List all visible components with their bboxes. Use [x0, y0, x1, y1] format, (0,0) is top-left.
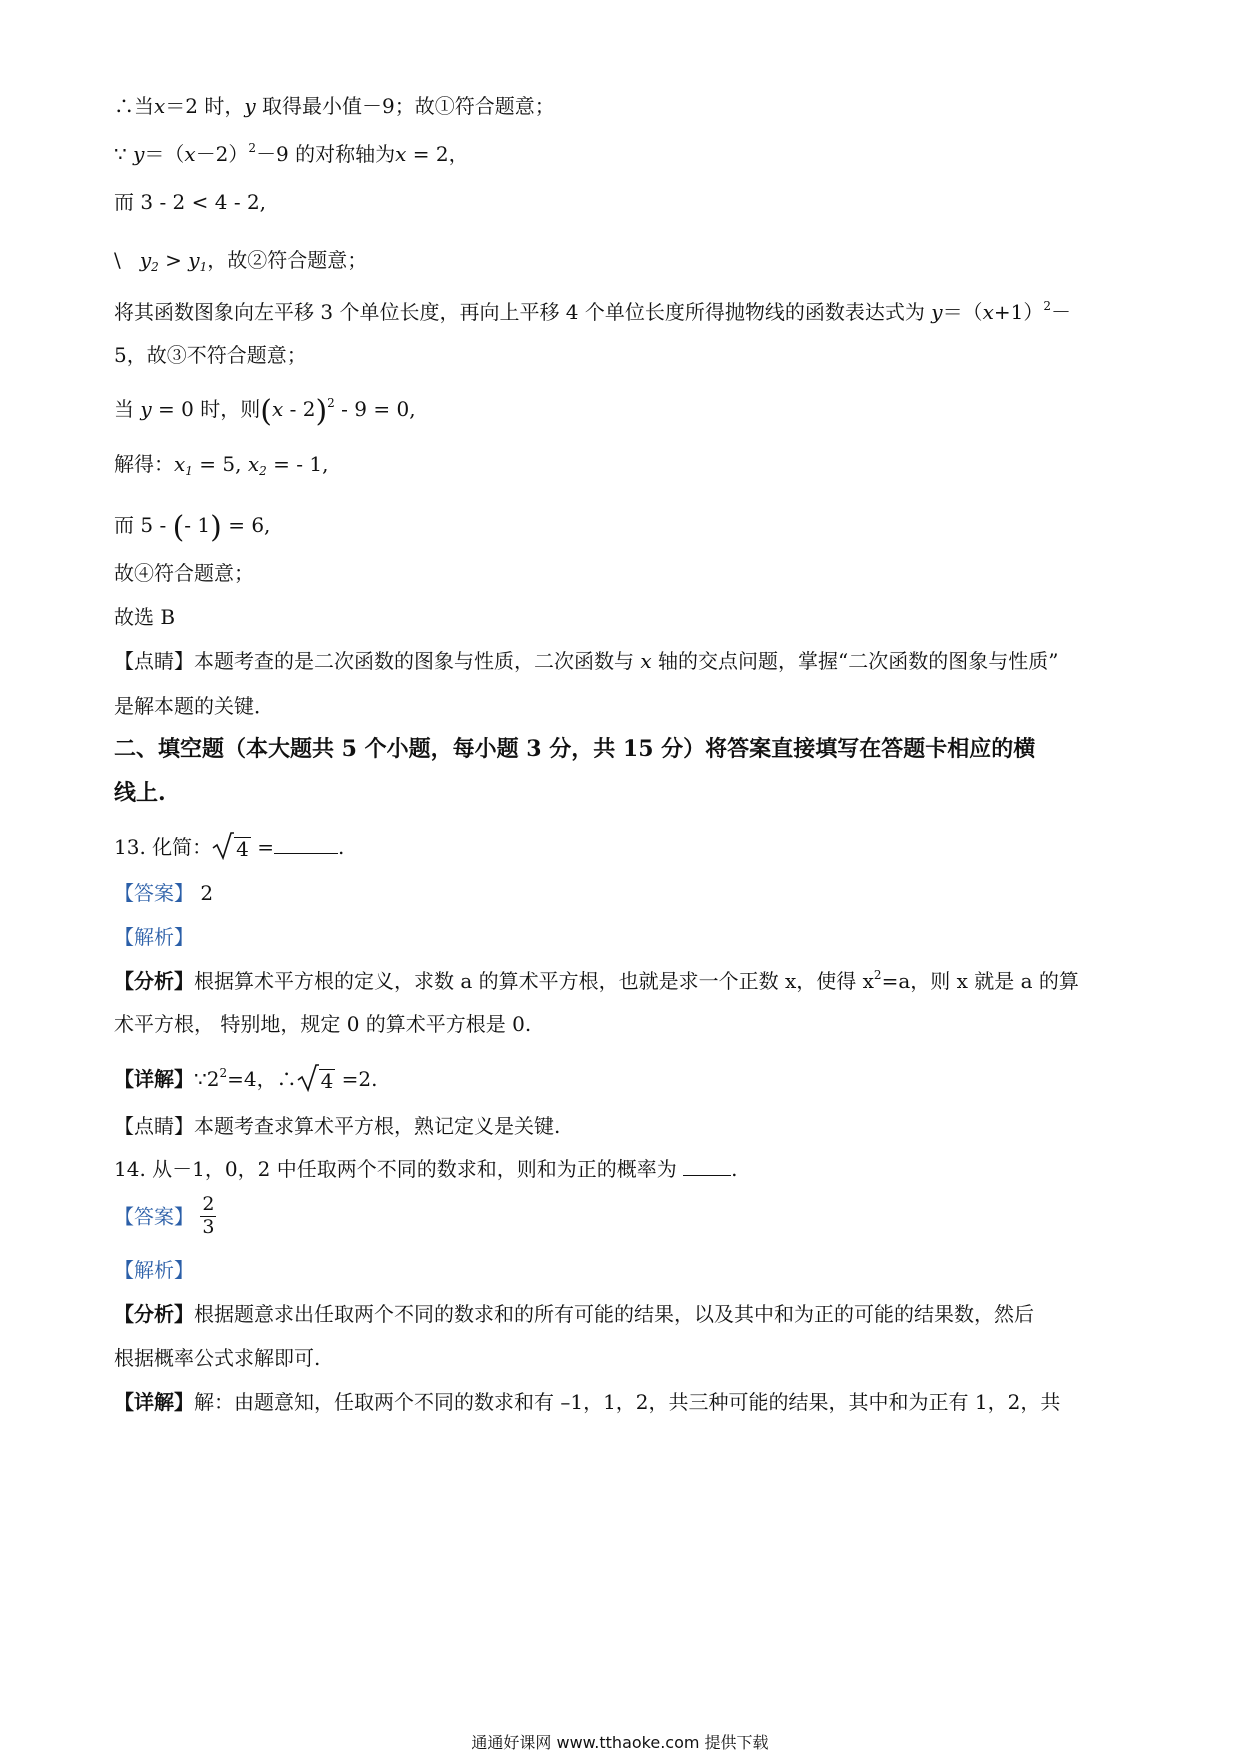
var-y: y	[244, 94, 256, 118]
var-x: x	[640, 649, 652, 673]
solution-line-2	[114, 141, 469, 166]
answer-fraction	[200, 1194, 216, 1239]
solution-line-1	[114, 94, 555, 118]
var-y: y	[140, 397, 152, 421]
right-paren: )	[210, 510, 222, 545]
text: 当	[114, 397, 141, 421]
answer-tag: 【答案】	[114, 881, 194, 905]
var-y: y	[139, 248, 152, 272]
var-x: x	[271, 397, 284, 421]
radicand: 4	[236, 837, 249, 861]
text: = 2，	[406, 142, 469, 166]
sqrt-expression	[212, 830, 251, 860]
subscript: 1	[199, 260, 208, 274]
text: 取得最小值－9；故①符合题意；	[255, 94, 555, 118]
question-14	[114, 1157, 737, 1181]
numerator: 2	[202, 1193, 215, 1215]
answer-line	[114, 1194, 216, 1239]
fenxi-line-2: 根据概率公式求解即可.	[114, 1346, 321, 1370]
answer-line	[114, 881, 213, 905]
sqrt-expression	[297, 1062, 336, 1092]
text: 而 5 -	[114, 513, 173, 537]
fenxi-line-1	[114, 1302, 1034, 1326]
solution-line-7	[114, 394, 416, 430]
var-x: x	[982, 300, 994, 324]
solution-line-8	[114, 452, 328, 478]
exponent: 2	[1043, 299, 1051, 313]
text: =a，则 x 就是 a 的算	[881, 969, 1079, 993]
exponent: 2	[873, 968, 882, 982]
exponent: 2	[248, 141, 257, 155]
section-heading: 二、填空题（本大题共 5 个小题，每小题 3 分，共 15 分）将答案直接填写在答题卡相应的横	[114, 736, 1036, 762]
text: ＝2 时，	[165, 94, 245, 118]
radical-sign-icon	[212, 830, 234, 860]
text: = 6,	[221, 513, 271, 537]
text: = 0 时，则	[151, 397, 261, 421]
xiangjie-line	[114, 1390, 1060, 1414]
text: 根据题意求出任取两个不同的数求和的所有可能的结果，以及其中和为正的可能的结果数，然后	[194, 1302, 1034, 1326]
jiexi-tag: 【解析】	[114, 1258, 194, 1282]
text: 【点睛】本题考查的是二次函数的图象与性质，二次函数与	[114, 649, 641, 673]
solution-line-6: 5，故③不符合题意；	[114, 343, 307, 367]
left-paren: (	[260, 394, 272, 429]
text: - 9 = 0,	[334, 397, 416, 421]
text: ，故②符合题意；	[207, 248, 368, 272]
solution-line-11: 故选 B	[114, 605, 176, 629]
text: =4，∴	[227, 1067, 297, 1091]
text: 根据算术平方根的定义，求数 a 的算术平方根，也就是求一个正数 x，使得 x	[194, 969, 874, 993]
var-y: y	[931, 300, 943, 324]
exponent: 2	[327, 396, 335, 410]
fenxi-tag: 【分析】	[114, 1302, 194, 1326]
text: = - 1,	[266, 452, 329, 476]
page-footer: 通通好课网 www.tthaoke.com 提供下载	[471, 1733, 769, 1752]
dianjing-line-2: 是解本题的关键．	[114, 694, 274, 718]
left-paren: (	[172, 510, 185, 545]
fenxi-line-1	[114, 968, 1079, 993]
var-y: y	[133, 142, 145, 166]
subscript: 1	[185, 464, 193, 478]
var-y: y	[188, 248, 200, 272]
text: 轴的交点问题，掌握“二次函数的图象与性质”	[651, 649, 1059, 673]
solution-line-10: 故④符合题意；	[114, 561, 254, 585]
question-13	[114, 830, 344, 860]
exponent: 2	[219, 1066, 228, 1080]
subscript: 2	[151, 260, 159, 274]
text: ∵	[114, 142, 134, 166]
xiangjie-tag: 【详解】	[114, 1067, 194, 1091]
xiangjie-tag: 【详解】	[114, 1390, 194, 1414]
denominator: 3	[202, 1215, 215, 1238]
text: 解：由题意知，任取两个不同的数求和有 –1，1，2，共三种可能的结果，其中和为正有 1，2，共	[194, 1390, 1061, 1414]
text: = 5,	[192, 452, 248, 476]
var-x: x	[154, 94, 166, 118]
text: ∴当	[114, 94, 154, 118]
text: －9 的对称轴为	[256, 142, 396, 166]
question-stem: 13. 化简：	[114, 835, 213, 859]
solution-line-4	[114, 248, 367, 274]
dianjing-line: 【点睛】本题考查求算术平方根，熟记定义是关键.	[114, 1114, 561, 1138]
text: =2.	[335, 1067, 378, 1091]
text: ∵2	[194, 1067, 220, 1091]
text: ＝（	[144, 142, 185, 166]
solution-line-9	[114, 510, 270, 546]
answer-blank	[683, 1174, 731, 1176]
solution-line-5	[114, 299, 1071, 324]
text: .	[338, 835, 345, 859]
answer-value: 2	[200, 881, 214, 905]
section-heading-cont: 线上.	[114, 780, 166, 806]
radicand: 4	[320, 1069, 334, 1093]
var-x: x	[184, 142, 196, 166]
text: 将其函数图象向左平移 3 个单位长度，再向上平移 4 个单位长度所得抛物线的函数表达式为	[114, 300, 932, 324]
text: =	[250, 835, 275, 859]
text: －2）	[195, 142, 249, 166]
text: +1）	[993, 300, 1044, 324]
dianjing-line-1	[114, 649, 1058, 673]
text: - 2	[283, 397, 316, 421]
text: －	[1050, 300, 1071, 324]
text: 解得：	[114, 452, 174, 476]
fenxi-tag: 【分析】	[114, 969, 194, 993]
answer-tag: 【答案】	[114, 1204, 194, 1229]
text: >	[158, 248, 189, 272]
therefore-symbol: \	[114, 248, 121, 272]
fenxi-line-2: 术平方根， 特别地，规定 0 的算术平方根是 0.	[114, 1012, 532, 1036]
radical-sign-icon	[297, 1062, 319, 1092]
right-paren: )	[315, 394, 328, 429]
solution-line-3: 而 3 - 2 < 4 - 2,	[114, 190, 267, 214]
subscript: 2	[259, 464, 267, 478]
text: .	[731, 1157, 738, 1181]
var-x: x	[247, 452, 260, 476]
answer-blank	[274, 852, 338, 854]
xiangjie-line	[114, 1062, 378, 1092]
var-x: x	[174, 452, 186, 476]
text: - 1	[184, 513, 211, 537]
jiexi-tag: 【解析】	[114, 925, 194, 949]
var-x: x	[395, 142, 407, 166]
text: ＝（	[942, 300, 983, 324]
question-stem: 14. 从－1，0，2 中任取两个不同的数求和，则和为正的概率为	[114, 1157, 677, 1181]
